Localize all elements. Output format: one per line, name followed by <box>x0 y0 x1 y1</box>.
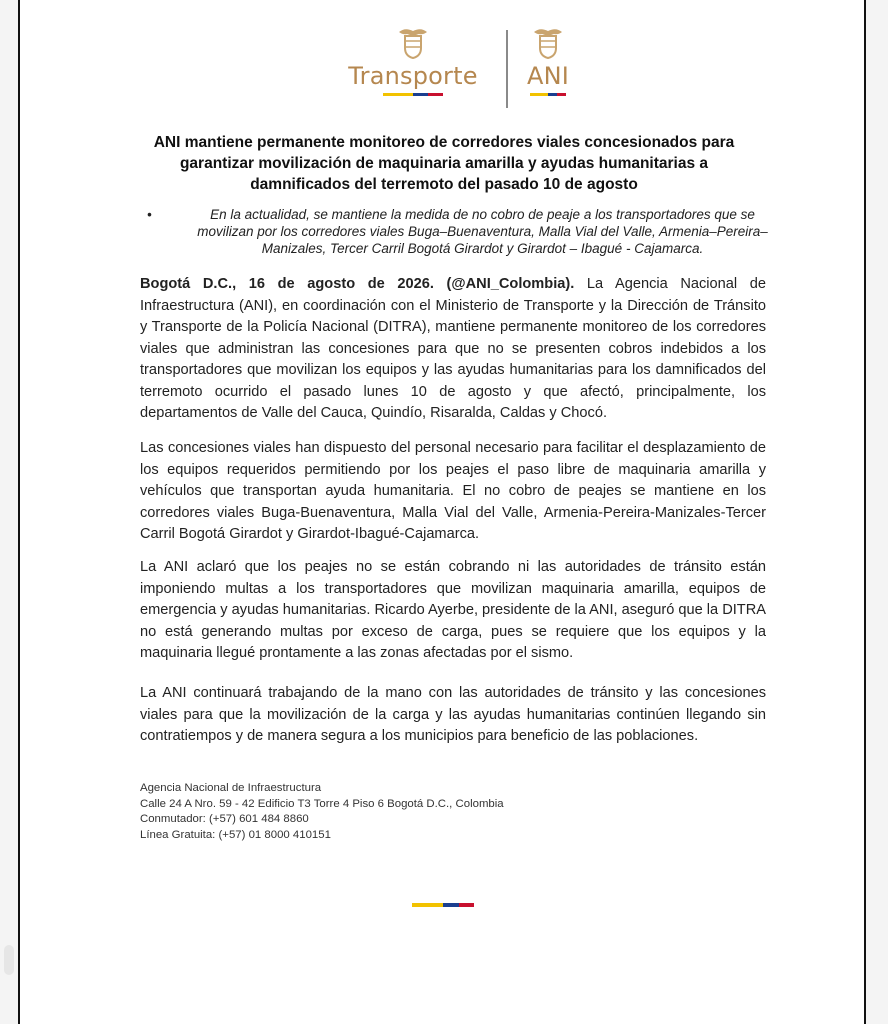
logo-divider <box>506 30 508 108</box>
paragraph-4: La ANI continuará trabajando de la mano con las autoridades de tránsito y las concesiones viales para que la movilización de la carga y las ayudas humanitarias continúen llegando sin contratiempos y de manera segura a los municipios para beneficio de las poblaciones. <box>140 685 766 744</box>
header-logos <box>20 22 864 112</box>
paragraph-3: La ANI aclaró que los peajes no se están cobrando ni las autoridades de tránsito están imponiendo multas a los transportadores que movilizan maquinaria amarilla, equipos de emergencia y ayudas humanitarias. Ricardo Ayerbe, presidente de la ANI, aseguró que la DITRA no está generando multas por exceso de carga, pues se requiere que los equipos y la maquinaria llegué prontamente a las zonas afectadas por el sismo. <box>140 559 766 661</box>
flag-stripe <box>383 93 443 96</box>
bullet-marker: • <box>147 207 152 222</box>
paragraph-1 <box>140 274 766 425</box>
transporte-logo <box>338 22 488 112</box>
colombia-coat-of-arms-icon <box>530 26 566 60</box>
paragraph-2: Las concesiones viales han dispuesto del personal necesario para facilitar el desplazamiento de los equipos requeridos permitiendo por los peajes el paso libre de maquinaria amarilla y vehículos que transportan ayuda humanitaria. El no cobro de peajes se mantiene en los corredores viales Buga-Buenaventura, Malla Vial del Valle, Armenia-Pereira-Manizales-Tercer Carril Bogotá Girardot y Girardot-Ibagué-Cajamarca. <box>140 440 766 542</box>
contact-footer <box>140 781 640 843</box>
colombia-coat-of-arms-icon <box>395 26 431 60</box>
footer-org-name: Agencia Nacional de Infraestructura <box>140 782 322 794</box>
press-release-page <box>18 0 866 1024</box>
ani-logo <box>518 22 578 112</box>
footer-toll-free: Línea Gratuita: (+57) 01 8000 410151 <box>140 828 331 841</box>
paragraph-1-text: La Agencia Nacional de Infraestructura (ANI), en coordinación con el Ministerio de Transporte y la Dirección de Tránsito y Transporte de la Policía Nacional (DITRA), mantiene permanente monitoreo de los corredores viales que administran las concesiones para que no se presenten cobros indebidos a los transportadores que movilizan los equipos y las ayudas humanitarias para los damnificados del terremoto ocurrido el pasado lunes 10 de agosto y que afectó, principalmente, los departamentos de Valle del Cauca, Quindío, Risaralda, Caldas y Chocó. <box>140 276 766 421</box>
highlight-bullet <box>147 206 772 257</box>
footer-phone: Conmutador: (+57) 601 484 8860 <box>140 813 309 825</box>
dateline: Bogotá D.C., 16 de agosto de 2026. (@ANI_Colombia). <box>140 276 575 292</box>
flag-stripe <box>530 93 566 96</box>
bullet-text: En la actualidad, se mantiene la medida de no cobro de peaje a los transportadores que se movilizan por los corredores viales Buga–Buenaventura, Malla Vial del Valle, Armenia–Pereira–Manizales, Tercer Carril Bogotá Girardot y Girardot – Ibagué - Cajamarca. <box>197 207 768 256</box>
footer-flag-stripe <box>412 903 474 907</box>
scroll-indicator[interactable] <box>4 945 14 975</box>
transporte-logo-text: Transporte <box>348 62 478 90</box>
press-release-title: ANI mantiene permanente monitoreo de corredores viales concesionados para garantizar movilización de maquinaria amarilla y ayudas humanitarias a damnificados del terremoto del pasado 10 de agosto <box>153 134 735 193</box>
footer-address: Calle 24 A Nro. 59 - 42 Edificio T3 Torre 4 Piso 6 Bogotá D.C., Colombia <box>140 797 504 810</box>
ani-logo-text: ANI <box>526 62 570 90</box>
